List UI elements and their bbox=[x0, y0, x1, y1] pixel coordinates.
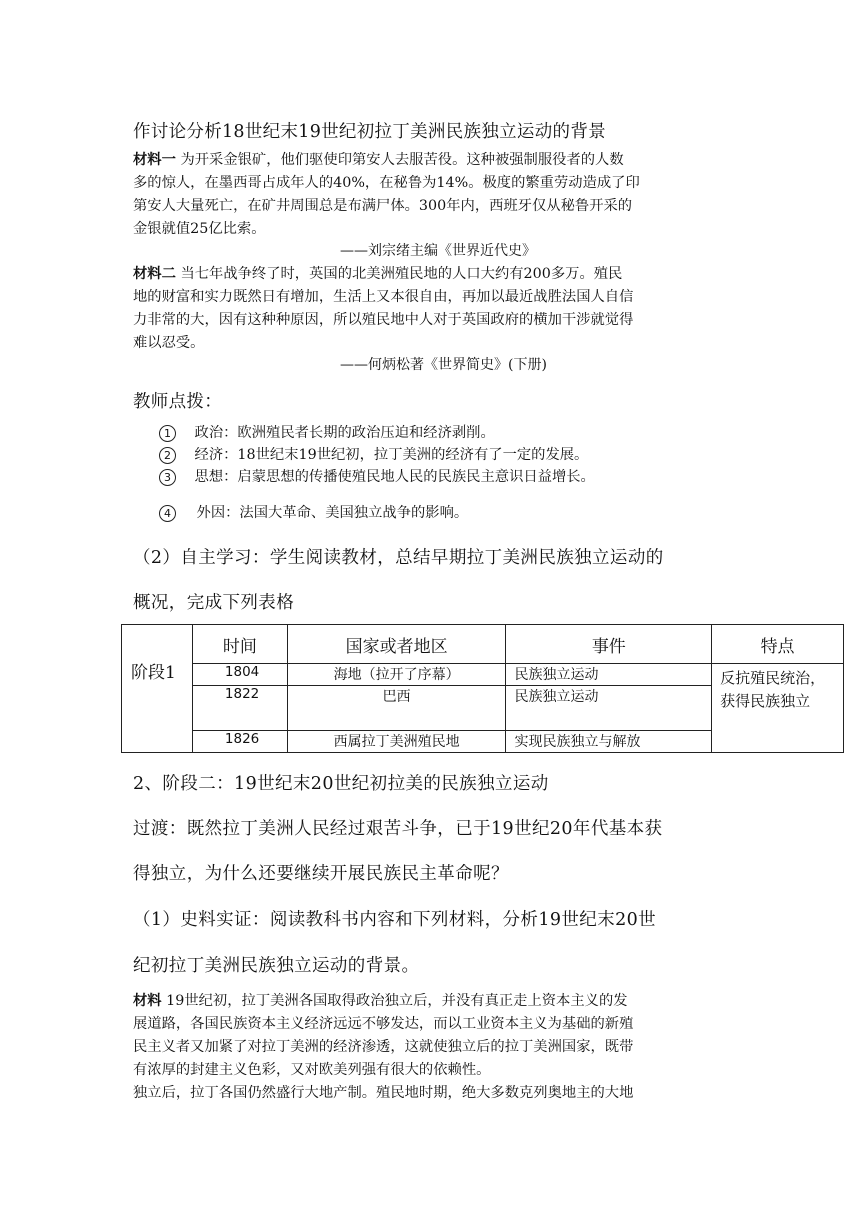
header-feature: 特点 bbox=[712, 625, 844, 664]
cell-region: 巴西 bbox=[287, 686, 506, 731]
self-study-line-2: 概况，完成下列表格 bbox=[133, 593, 295, 613]
cell-event: 民族独立运动 bbox=[506, 664, 712, 686]
tip-point-1 bbox=[159, 422, 495, 444]
tip-point-2 bbox=[159, 444, 588, 466]
transition-line-1: 过渡：既然拉丁美洲人民经过艰苦斗争，已于19世纪20年代基本获 bbox=[133, 819, 663, 839]
material-2-source: ——何炳松著《世界简史》(下册) bbox=[340, 357, 547, 373]
tip-text: 思想：启蒙思想的传播使殖民地人民的民族民主意识日益增长。 bbox=[194, 469, 595, 485]
material-3-line-4: 有浓厚的封建主义色彩，又对欧美列强有很大的依赖性。 bbox=[133, 1062, 491, 1078]
stage-label: 阶段1 bbox=[131, 663, 176, 683]
cell-year: 1826 bbox=[192, 731, 287, 753]
material-1-label: 材料一 bbox=[133, 152, 176, 168]
circled-number: 4 bbox=[159, 505, 176, 522]
stage-2-title: 2、阶段二：19世纪末20世纪初拉美的民族独立运动 bbox=[133, 774, 549, 794]
material-2-line-1 bbox=[133, 263, 622, 285]
material-1-text: 为开采金银矿，他们驱使印第安人去服苦役。这种被强制服役者的人数 bbox=[180, 152, 624, 168]
material-3-line-5: 独立后，拉丁各国仍然盛行大地产制。殖民地时期，绝大多数克列奥地主的大地 bbox=[133, 1085, 634, 1101]
tip-text: 外因：法国大革命、美国独立战争的影响。 bbox=[196, 505, 469, 521]
header-time: 时间 bbox=[192, 625, 287, 664]
cell-feature bbox=[712, 664, 844, 753]
cell-event: 民族独立运动 bbox=[506, 686, 712, 731]
header-region: 国家或者地区 bbox=[287, 625, 506, 664]
tip-point-3 bbox=[159, 466, 595, 488]
material-1-line-3: 第安人大量死亡，在矿井周围总是布满尸体。300年内，西班牙仅从秘鲁开采的 bbox=[133, 198, 633, 214]
circled-number: 3 bbox=[159, 469, 176, 486]
material-2-line-3: 力非常的大，因有这种种原因，所以殖民地中人对于英国政府的横加干涉就觉得 bbox=[133, 312, 634, 328]
cell-region: 海地（拉开了序幕） bbox=[287, 664, 506, 686]
feature-line: 反抗殖民统治， bbox=[720, 669, 826, 687]
tip-text: 经济：18世纪末19世纪初，拉丁美洲的经济有了一定的发展。 bbox=[194, 447, 589, 463]
material-1-line-1 bbox=[133, 149, 624, 171]
material-3-line-3: 民主义者又加紧了对拉丁美洲的经济渗透，这就使独立后的拉丁美洲国家，既带 bbox=[133, 1039, 634, 1055]
material-1-source: ——刘宗绪主编《世界近代史》 bbox=[340, 243, 536, 259]
material-1-line-4: 金银就值25亿比索。 bbox=[133, 221, 266, 237]
material-3-text: 19世纪初，拉丁美洲各国取得政治独立后，并没有真正走上资本主义的发 bbox=[166, 993, 628, 1009]
material-2-text: 当七年战争终了时，英国的北美洲殖民地的人口大约有200多万。殖民 bbox=[180, 266, 623, 282]
teacher-tip-heading: 教师点拨： bbox=[133, 392, 222, 412]
feature-line: 获得民族独立 bbox=[720, 692, 811, 710]
cell-year: 1804 bbox=[192, 664, 287, 686]
transition-line-2: 得独立，为什么还要继续开展民族民主革命呢？ bbox=[133, 864, 509, 884]
stage-label-cell bbox=[122, 625, 193, 753]
evidence-line-2: 纪初拉丁美洲民族独立运动的背景。 bbox=[133, 956, 420, 976]
section-title: 作讨论分析18世纪末19世纪初拉丁美洲民族独立运动的背景 bbox=[133, 122, 606, 142]
header-event: 事件 bbox=[506, 625, 712, 664]
cell-year: 1822 bbox=[192, 686, 287, 731]
circled-number: 2 bbox=[159, 447, 176, 464]
material-2-label: 材料二 bbox=[133, 266, 176, 282]
material-3-label: 材料 bbox=[133, 993, 162, 1009]
stage-1-table bbox=[121, 624, 844, 753]
table-row bbox=[122, 664, 844, 686]
cell-region: 西属拉丁美洲殖民地 bbox=[287, 731, 506, 753]
cell-event: 实现民族独立与解放 bbox=[506, 731, 712, 753]
material-3-line-2: 展道路，各国民族资本主义经济远远不够发达，而以工业资本主义为基础的新殖 bbox=[133, 1016, 634, 1032]
material-2-line-2: 地的财富和实力既然日有增加，生活上又本很自由，再加以最近战胜法国人自信 bbox=[133, 289, 634, 305]
self-study-line-1: （2）自主学习：学生阅读教材，总结早期拉丁美洲民族独立运动的 bbox=[133, 548, 664, 568]
tip-point-4 bbox=[159, 502, 468, 524]
circled-number: 1 bbox=[159, 425, 176, 442]
material-2-line-4: 难以忍受。 bbox=[133, 335, 205, 351]
tip-text: 政治：欧洲殖民者长期的政治压迫和经济剥削。 bbox=[194, 425, 495, 441]
material-1-line-2: 多的惊人，在墨西哥占成年人的40%，在秘鲁为14%。极度的繁重劳动造成了印 bbox=[133, 175, 640, 191]
material-3-line-1 bbox=[133, 990, 628, 1012]
evidence-line-1: （1）史料实证：阅读教科书内容和下列材料，分析19世纪末20世 bbox=[133, 910, 657, 930]
